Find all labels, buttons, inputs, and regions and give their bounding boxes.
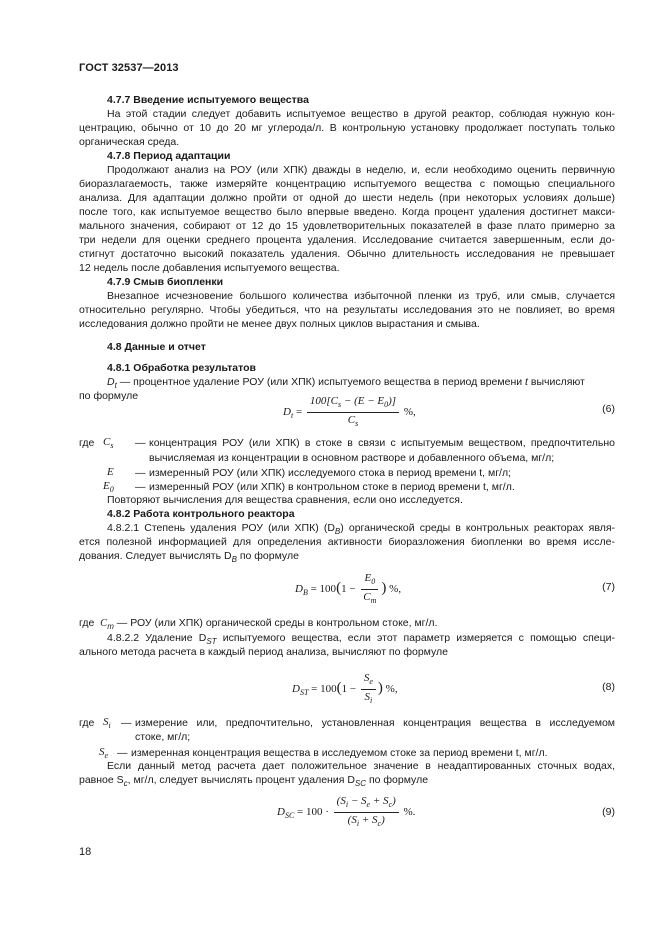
para-line: На этой стадии следует добавить испытуемое вещество в другой реактор, соблюдая нужную кон-: [107, 108, 615, 120]
para-line: 12 недель после добавления испытуемого вещества.: [79, 262, 340, 274]
para-line: дования. Следует вычислять $D_B$ по формуле: [79, 550, 299, 564]
definitions-8: где $S_i$ — измерение или, предпочтительно, установленная концентрация вещества в исследуемом стоке, мг/л; $S_e$ — измеренная концентрация вещества в исследуемом стоке за период времени t, мг/л.: [79, 716, 615, 760]
para-line: 4.8.2.1 Степень удаления РОУ (или ХПК) $(D_B)$ органической среды в контрольных реакторах явля-: [107, 522, 615, 536]
para-line: Внезапное исчезновение большого количества избыточной пленки из труб, или смыв, случается: [107, 290, 615, 302]
formula-8: $D_{ST} = 100(1$ − $\frac{S_e}{S_i}$ ) %,: [292, 672, 398, 705]
equation-number-7: (7): [602, 581, 615, 593]
definition-7: где $C_m$ — РОУ (или ХПК) органической среды в контрольном стоке, мг/л.: [79, 617, 438, 631]
para-line: анализа. Для адаптации должно пройти от одной до шести недель (при некоторых условиях дольше): [79, 192, 615, 204]
equation-number-6: (6): [602, 403, 615, 415]
para-line: Повторяют вычисления для вещества сравнения, если оно исследуется.: [107, 494, 463, 506]
para-line: $D_t$ — процентное удаление РОУ (или ХПК) испытуемого вещества в период времени t вычисляют: [107, 376, 585, 390]
para-line: относительно регулярно. Чтобы убедиться, что на результаты исследования это не повлияет, во время: [79, 304, 615, 316]
fraction: $\frac{(S_i - S_e + S_c)}{(S_i + S_c)}$: [334, 795, 399, 830]
para-line: 4.8.2.2 Удаление $D_{ST}$ испытуемого вещества, если этот параметр измеряется с помощью специ-: [107, 632, 615, 646]
equation-number-9: (9): [602, 806, 615, 818]
page-number: 18: [79, 846, 92, 858]
para-line: ального метода расчета в каждый период анализа, вычисляют по формуле: [79, 646, 449, 658]
para-line: стигнут достаточно высокий показатель удаления. Обычно длительность исследования не превышает: [79, 248, 615, 260]
fraction: $\frac{100[C_s - (E - E_0)]}{C_s}$: [307, 395, 399, 430]
heading-4-7-8: 4.7.8 Период адаптации: [107, 150, 231, 162]
heading-4-8-1: 4.8.1 Обработка результатов: [107, 362, 256, 374]
para-line: биоразлагаемость, также измеряйте концентрацию испытуемого вещества с помощью специального: [79, 178, 615, 190]
fraction: $\frac{S_e}{S_i}$: [361, 672, 376, 707]
para-line: Продолжают анализ на РОУ (или ХПК) дважды в неделю, и, если необходимо оценить первичную: [107, 164, 615, 176]
para-line: мального значения, собирают от 12 до 15 удовлетворительных показателей в фазе плато примерно за: [79, 220, 615, 232]
heading-4-7-9: 4.7.9 Смыв биопленки: [107, 276, 224, 288]
heading-4-7-7: 4.7.7 Введение испытуемого вещества: [107, 94, 309, 106]
fraction: $\frac{E_0}{C_m}$: [363, 572, 377, 605]
para-line: после того, как испытуемое вещество было впервые введено. Когда процент удаления достигнет макси-: [79, 206, 615, 218]
para-line: ется полезной информацией для определения активности биоразложения биопленки во время иссле-: [79, 536, 615, 548]
para-line: равное $S_c$, мг/л, следует вычислять процент удаления $D_{SC}$ по формуле: [79, 774, 429, 788]
para-line: Если данный метод расчета дает положительное значение в неадаптированных сточных водах,: [107, 760, 615, 772]
equation-number-8: (8): [602, 681, 615, 693]
formula-9: $D_{SC} = 100$ · $\frac{(S_i - S_e + S_c)}{(S_i + S_c)}$ %.: [277, 795, 416, 828]
definitions-6: где $C_s$ — концентрация РОУ (или ХПК) в стоке в связи с испытуемым веществом, предпочтительно вычисляемая из концентрации в основном растворе и добавленного объема, мг/л; E — измеренный РОУ (или ХПК) исследуемого стока в период времени t, мг/л; $E_0$ — измеренный РОУ (или ХПК) в контрольном стоке в период времени t, мг/л.: [79, 436, 615, 494]
para-line: центрацию, обычно от 10 до 20 мг углерода/л. В контрольную установку продолжает поступать только: [79, 122, 615, 134]
para-line: органическая среда.: [79, 136, 180, 148]
formula-7: $D_B = 100(1$ − $\frac{E_0}{C_m}$ ) %,: [295, 572, 402, 605]
document-header: ГОСТ 32537—2013: [79, 62, 179, 74]
para-line: три недели для оценки среднего процента удаления. Исследование считается завершенным, если до-: [79, 234, 615, 246]
para-line: исследования должно пройти не менее двух полных циклов вырастания и смыва.: [79, 318, 480, 330]
formula-6: $D_t$ = $\frac{100[C_s - (E - E_0)]}{C_s}$ %,: [283, 395, 416, 428]
heading-4-8-2: 4.8.2 Работа контрольного реактора: [107, 508, 295, 520]
heading-4-8: 4.8 Данные и отчет: [107, 341, 206, 353]
para-line: по формуле: [79, 390, 139, 402]
